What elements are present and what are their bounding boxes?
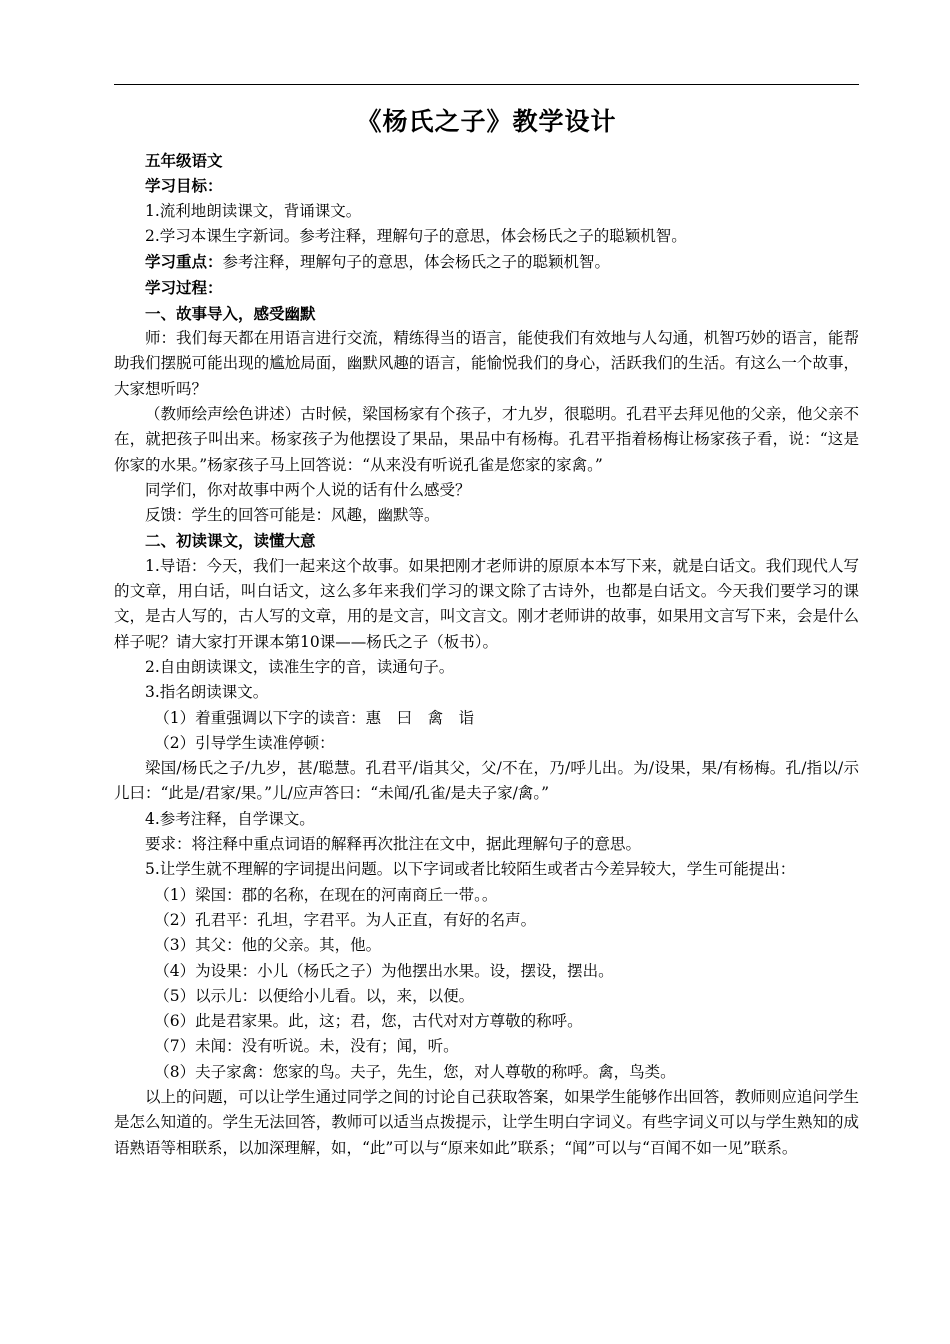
word-item: （1）梁国：郡的名称，在现在的河南商丘一带。。	[154, 885, 498, 904]
grade-label: 五年级语文	[145, 151, 223, 170]
word-item: （7）未闻：没有听说。未，没有；闻，听。	[154, 1037, 459, 1056]
document-title: 《杨氏之子》教学设计	[356, 107, 617, 136]
word-item: （3）其父：他的父亲。其，他。	[154, 936, 382, 955]
pause-text: 梁国/杨氏之子/九岁，甚/聪慧。孔君平/诣其父，父/不在，乃/呼儿出。为/设果，果/有杨梅。孔/指以/示儿曰：“此是/君家/果。”儿/应声答曰：“未闻/孔雀/是夫子家/禽。”	[114, 759, 859, 803]
objective-item: 2.学习本课生字新词。参考注释，理解句子的意思，体会杨氏之子的聪颖机智。	[145, 226, 687, 245]
section1-paragraph: 反馈：学生的回答可能是：风趣，幽默等。	[145, 506, 440, 525]
process-heading: 学习过程：	[145, 278, 223, 298]
section2-heading: 二、初读课文，读懂大意	[145, 531, 316, 551]
word-item: （6）此是君家果。此，这；君，您，古代对对方尊敬的称呼。	[154, 1012, 583, 1031]
key-point-text: 参考注释，理解句子的意思，体会杨氏之子的聪颖机智。	[222, 253, 611, 272]
section2-paragraph: 以上的问题，可以让学生通过同学之间的讨论自己获取答案，如果学生能够作出回答，教师则应追问学生是怎么知道的。学生无法回答，教师可以适当点拨提示，让学生明白字词义。有些字词义可以与学生熟知的成语熟语等相联系，以加深理解，如，“此”可以与“原来如此”联系；“闻”可以与“百闻不如一见”联系。	[114, 1087, 859, 1157]
document-body	[114, 104, 859, 1161]
section1-paragraph: 师：我们每天都在用语言进行交流，精练得当的语言，能使我们有效地与人勾通，机智巧妙的语言，能帮助我们摆脱可能出现的尴尬局面，幽默风趣的语言，能愉悦我们的身心，活跃我们的生活。有这么一个故事，大家想听吗？	[114, 329, 859, 398]
section2-paragraph: 4.参考注释，自学课文。	[145, 809, 315, 828]
section2-paragraph: 要求：将注释中重点词语的解释再次批注在文中，据此理解句子的意思。	[145, 835, 642, 854]
objective-item: 1.流利地朗读课文，背诵课文。	[145, 201, 362, 220]
reading-point: （2）引导学生读准停顿：	[154, 733, 335, 752]
key-point	[114, 249, 859, 275]
word-item: （8）夫子家禽：您家的鸟。夫子，先生，您，对人尊敬的称呼。禽，鸟类。	[154, 1062, 676, 1081]
reading-point: （1）着重强调以下字的读音：惠 曰 禽 诣	[154, 708, 475, 727]
word-item: （4）为设果：小儿（杨氏之子）为他摆出水果。设，摆设，摆出。	[154, 961, 614, 980]
key-point-label: 学习重点：	[145, 252, 223, 272]
section1-paragraph: （教师绘声绘色讲述）古时候，梁国杨家有个孩子，才九岁，很聪明。孔君平去拜见他的父亲，他父亲不在，就把孩子叫出来。杨家孩子为他摆设了果品，果品中有杨梅。孔君平指着杨梅让杨家孩子看，说：“这是你家的水果。”杨家孩子马上回答说：“从来没有听说孔雀是您家的家禽。”	[114, 404, 859, 474]
section2-paragraph: 1.导语：今天，我们一起来这个故事。如果把刚才老师讲的原原本本写下来，就是白话文。我们现代人写的文章，用白话，叫白话文，这么多年来我们学习的课文除了古诗外，也都是白话文。今天我们要学习的课文，是古人写的，古人写的文章，用的是文言，叫文言文。刚才老师讲的故事，如果用文言写下来，会是什么样子呢？请大家打开课本第10课——杨氏之子（板书）。	[114, 556, 859, 651]
header-rule	[114, 84, 859, 85]
word-item: （2）孔君平：孔坦，字君平。为人正直，有好的名声。	[154, 910, 537, 929]
word-item: （5）以示儿：以便给小儿看。以，来，以便。	[154, 986, 475, 1005]
section2-paragraph: 5.让学生就不理解的字词提出问题。以下字词或者比较陌生或者古今差异较大，学生可能提出：	[145, 860, 796, 879]
section1-paragraph: 同学们，你对故事中两个人说的话有什么感受？	[145, 480, 471, 499]
objectives-heading: 学习目标：	[145, 176, 223, 196]
section2-paragraph: 2.自由朗读课文，读准生字的音，读通句子。	[145, 657, 455, 676]
section2-paragraph: 3.指名朗读课文。	[145, 683, 269, 702]
section1-heading: 一、故事导入，感受幽默	[145, 303, 316, 323]
